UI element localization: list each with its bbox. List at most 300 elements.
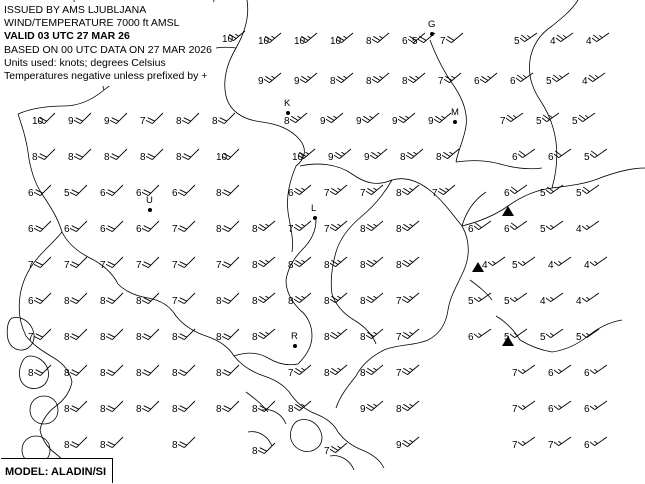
temperature-value: 8: [104, 152, 110, 163]
wind-barb: [590, 132, 624, 166]
wind-barb: [110, 96, 144, 130]
temperature-value: 6: [468, 224, 474, 235]
temperature-value: 7: [28, 260, 34, 271]
station-label: U: [146, 195, 153, 206]
temperature-value: 6: [100, 188, 106, 199]
wind-barb: [366, 348, 400, 382]
temperature-value: 8: [172, 404, 178, 415]
temperature-value: 6: [548, 368, 554, 379]
wind-barb: [370, 132, 404, 166]
temperature-value: 7: [28, 332, 34, 343]
wind-barb: [222, 384, 256, 418]
wind-barb: [178, 240, 212, 274]
wind-barb: [106, 384, 140, 418]
wind-barb: [222, 312, 256, 346]
wind-barb: [366, 240, 400, 274]
wind-barb: [578, 96, 612, 130]
wind-barb: [402, 348, 436, 382]
wind-barb: [362, 96, 396, 130]
wind-barb: [480, 56, 514, 90]
wind-barb: [70, 384, 104, 418]
temperature-value: 8: [172, 368, 178, 379]
temperature-value: 6: [584, 368, 590, 379]
temperature-value: 7: [172, 296, 178, 307]
temperature-value: 4: [576, 296, 582, 307]
temperature-value: 8: [396, 404, 402, 415]
temperature-value: 8: [136, 296, 142, 307]
wind-barb: [34, 348, 68, 382]
temperature-value: 5: [512, 260, 518, 271]
temperature-value: 8: [32, 152, 38, 163]
temperature-value: 8: [28, 368, 34, 379]
temperature-value: 8: [360, 224, 366, 235]
temperature-value: 8: [360, 332, 366, 343]
temperature-value: 7: [512, 440, 518, 451]
wind-barb: [142, 312, 176, 346]
temperature-value: 9: [104, 116, 110, 127]
wind-barb: [182, 132, 216, 166]
temperature-value: 8: [136, 404, 142, 415]
wind-barb: [74, 132, 108, 166]
temperature-value: 6: [402, 36, 408, 47]
wind-barb: [582, 168, 616, 202]
wind-barb: [300, 56, 334, 90]
temperature-value: 5: [504, 296, 510, 307]
temperature-value: 10: [222, 34, 234, 45]
temperature-value: 9: [320, 116, 326, 127]
wind-barb: [556, 16, 590, 50]
wind-barb: [106, 420, 140, 454]
temperature-value: 8: [436, 152, 442, 163]
temperature-value: 7: [140, 116, 146, 127]
wind-barb: [546, 168, 580, 202]
wind-barb: [518, 348, 552, 382]
wind-barb: [398, 96, 432, 130]
wind-barb: [330, 276, 364, 310]
temperature-value: 6: [172, 188, 178, 199]
wind-barb: [258, 384, 292, 418]
wind-barb: [474, 204, 508, 238]
wind-barb: [474, 312, 508, 346]
temperature-value: 8: [288, 404, 294, 415]
wind-barb: [582, 204, 616, 238]
temperature-value: 5: [584, 152, 590, 163]
temperature-value: 7: [324, 188, 330, 199]
temperature-value: 5: [572, 116, 578, 127]
wind-barb: [406, 132, 440, 166]
wind-barb: [520, 16, 554, 50]
temperature-value: 7: [396, 368, 402, 379]
wind-barb: [294, 168, 328, 202]
wind-barb: [142, 384, 176, 418]
wind-barb: [34, 240, 68, 274]
wind-barb: [178, 348, 212, 382]
temperature-value: 7: [500, 116, 506, 127]
wind-barb: [74, 96, 108, 130]
wind-barb: [146, 96, 180, 130]
wind-barb: [402, 240, 436, 274]
temperature-value: 4: [550, 36, 556, 47]
temperature-value: 8: [252, 404, 258, 415]
wind-barb: [178, 384, 212, 418]
temperature-value: 5: [540, 188, 546, 199]
temperature-value: 8: [100, 404, 106, 415]
temperature-value: 8: [366, 36, 372, 47]
wind-barb: [258, 276, 292, 310]
wind-barb: [178, 312, 212, 346]
temperature-value: 10: [292, 152, 304, 163]
temperature-value: 7: [288, 224, 294, 235]
temperature-value: 8: [140, 152, 146, 163]
wind-barb: [264, 56, 298, 90]
temperature-value: 4: [548, 260, 554, 271]
temperature-value: 8: [100, 296, 106, 307]
temperature-value: 9: [360, 404, 366, 415]
wind-barb: [330, 348, 364, 382]
wind-barb: [106, 312, 140, 346]
temperature-value: 8: [324, 296, 330, 307]
wind-barb: [366, 312, 400, 346]
wind-barb: [70, 312, 104, 346]
model-label-box: [1, 458, 113, 483]
wind-barb: [546, 276, 580, 310]
temperature-value: 9: [364, 152, 370, 163]
wind-barb: [106, 276, 140, 310]
temperature-value: 8: [360, 260, 366, 271]
wind-barb: [38, 132, 72, 166]
wind-barb: [222, 168, 256, 202]
wind-barb: [554, 240, 588, 274]
chart-header: [2, 2, 216, 86]
temperature-value: 5: [576, 188, 582, 199]
temperature-value: 9: [428, 116, 434, 127]
wind-barb: [510, 312, 544, 346]
wind-barb: [590, 240, 624, 274]
wind-barb: [106, 348, 140, 382]
wind-barb: [294, 276, 328, 310]
wind-barb: [474, 276, 508, 310]
wind-barb: [178, 204, 212, 238]
wind-barb: [330, 426, 364, 460]
wind-barb: [294, 348, 328, 382]
wind-barb: [590, 348, 624, 382]
wind-barb: [70, 420, 104, 454]
wind-barb: [554, 132, 588, 166]
wind-barb: [510, 168, 544, 202]
temperature-value: 5: [468, 296, 474, 307]
temperature-value: 7: [324, 446, 330, 457]
wind-barb: [402, 276, 436, 310]
temperature-value: 8: [400, 152, 406, 163]
wind-barb: [330, 240, 364, 274]
temperature-value: 10: [330, 36, 342, 47]
wind-barb: [588, 56, 622, 90]
temperature-value: 7: [216, 260, 222, 271]
temperature-value: 4: [584, 260, 590, 271]
temperature-value: 8: [136, 332, 142, 343]
temperature-value: 9: [328, 152, 334, 163]
wind-barb: [546, 312, 580, 346]
temperature-value: 6: [136, 224, 142, 235]
wind-barb: [554, 384, 588, 418]
temperature-value: 9: [392, 116, 398, 127]
temperature-value: 6: [584, 404, 590, 415]
temperature-value: 5: [514, 36, 520, 47]
temperature-value: 6: [28, 188, 34, 199]
station-dot: [148, 208, 152, 212]
station-dot: [313, 216, 317, 220]
station-label: K: [284, 98, 291, 109]
wind-barb: [142, 240, 176, 274]
wind-barb: [592, 16, 626, 50]
wind-barb: [34, 168, 68, 202]
wind-barb: [506, 96, 540, 130]
temperature-value: 8: [252, 224, 258, 235]
temperature-value: 8: [402, 76, 408, 87]
temperature-value: 8: [288, 260, 294, 271]
temperature-value: 10: [294, 36, 306, 47]
wind-barb: [330, 312, 364, 346]
wind-barb: [582, 276, 616, 310]
temperature-value: 8: [360, 296, 366, 307]
temperature-value: 8: [284, 116, 290, 127]
wind-barb: [590, 420, 624, 454]
temperature-value: 5: [576, 332, 582, 343]
header-basis: BASED ON 00 UTC DATA ON 27 MAR 2026: [4, 43, 212, 56]
temperature-value: 8: [252, 260, 258, 271]
header-product-text: WIND/TEMPERATURE 7000 ft AMSL: [4, 17, 180, 30]
temperature-value: 8: [366, 76, 372, 87]
wind-barb: [146, 132, 180, 166]
wind-barb: [366, 384, 400, 418]
temperature-value: 8: [252, 332, 258, 343]
temperature-value: 4: [576, 224, 582, 235]
temperature-value: 8: [324, 260, 330, 271]
temperature-value: 7: [396, 332, 402, 343]
temperature-value: 8: [252, 296, 258, 307]
temperature-value: 6: [468, 332, 474, 343]
temperature-value: 7: [512, 404, 518, 415]
wind-barb: [372, 16, 406, 50]
temperature-value: 8: [216, 404, 222, 415]
wind-barb: [518, 240, 552, 274]
temperature-value: 8: [212, 116, 218, 127]
temperature-value: 7: [100, 260, 106, 271]
wind-barb: [70, 240, 104, 274]
temperature-value: 7: [64, 260, 70, 271]
wind-barb: [178, 276, 212, 310]
temperature-value: 4: [482, 260, 488, 271]
wind-barb: [258, 240, 292, 274]
temperature-value: 7: [512, 368, 518, 379]
temperature-value: 5: [64, 188, 70, 199]
wind-barb: [106, 240, 140, 274]
temperature-value: 6: [64, 224, 70, 235]
wind-barb: [366, 276, 400, 310]
temperature-value: 10: [32, 116, 44, 127]
wind-barb: [258, 204, 292, 238]
wind-barb: [222, 204, 256, 238]
station-dot: [430, 32, 434, 36]
wind-barb: [590, 384, 624, 418]
temperature-value: 5: [504, 332, 510, 343]
wind-barb: [446, 16, 480, 50]
wind-barb: [34, 204, 68, 238]
temperature-value: 8: [396, 260, 402, 271]
temperature-value: 6: [512, 152, 518, 163]
temperature-value: 4: [586, 36, 592, 47]
temperature-value: 5: [412, 36, 418, 47]
wind-barb: [142, 348, 176, 382]
temperature-value: 7: [396, 296, 402, 307]
temperature-value: 6: [504, 188, 510, 199]
wind-barb: [70, 168, 104, 202]
temperature-value: 8: [330, 76, 336, 87]
temperature-value: 8: [172, 440, 178, 451]
wind-barb: [142, 276, 176, 310]
wind-barb: [334, 132, 368, 166]
wind-barb: [402, 384, 436, 418]
wind-barb: [330, 168, 364, 202]
temperature-value: 6: [548, 404, 554, 415]
wind-barb: [402, 312, 436, 346]
wind-barb: [372, 56, 406, 90]
temperature-value: 8: [324, 368, 330, 379]
temperature-value: 8: [64, 404, 70, 415]
wind-barb: [366, 204, 400, 238]
header-valid: VALID 03 UTC 27 MAR 26: [4, 30, 130, 43]
wind-barb: [336, 56, 370, 90]
temperature-value: 7: [288, 368, 294, 379]
temperature-value: 8: [216, 332, 222, 343]
wind-barb: [444, 56, 478, 90]
temperature-value: 8: [252, 446, 258, 457]
temperature-value: 7: [360, 188, 366, 199]
wind-barb: [518, 132, 552, 166]
wind-barb: [70, 276, 104, 310]
temperature-value: 6: [548, 152, 554, 163]
wind-barb: [510, 276, 544, 310]
temperature-value: 8: [176, 116, 182, 127]
wind-barb: [542, 96, 576, 130]
wind-barb: [178, 420, 212, 454]
wind-barb: [106, 168, 140, 202]
temperature-value: 7: [440, 36, 446, 47]
temperature-value: 7: [548, 440, 554, 451]
temperature-value: 5: [546, 76, 552, 87]
wind-barb: [34, 276, 68, 310]
temperature-value: 9: [294, 76, 300, 87]
wind-barb: [110, 132, 144, 166]
station-label: G: [428, 19, 436, 30]
temperature-value: 6: [100, 224, 106, 235]
wind-barb: [290, 96, 324, 130]
station-dot: [293, 344, 297, 348]
temperature-value: 8: [100, 368, 106, 379]
temperature-value: 6: [136, 188, 142, 199]
temperature-value: 8: [324, 332, 330, 343]
temperature-value: 6: [584, 440, 590, 451]
temperature-value: 8: [396, 224, 402, 235]
temperature-value: 6: [504, 224, 510, 235]
temperature-value: 9: [396, 440, 402, 451]
header-units: Units used: knots; degrees Celsius: [4, 56, 166, 69]
wind-barb: [294, 240, 328, 274]
wind-barb: [182, 96, 216, 130]
temperature-value: 8: [64, 368, 70, 379]
wind-barb: [222, 240, 256, 274]
wind-barb: [294, 384, 328, 418]
temperature-value: 7: [324, 224, 330, 235]
wind-barb: [106, 204, 140, 238]
temperature-value: 10: [258, 36, 270, 47]
wind-barb: [34, 312, 68, 346]
temperature-value: 6: [28, 224, 34, 235]
wind-barb: [552, 56, 586, 90]
wind-barb: [222, 348, 256, 382]
wind-barb: [402, 204, 436, 238]
wind-barb: [518, 420, 552, 454]
wind-barb: [70, 204, 104, 238]
station-dot: [286, 111, 290, 115]
temperature-value: 8: [176, 152, 182, 163]
temperature-value: 8: [288, 296, 294, 307]
wind-barb: [402, 420, 436, 454]
temperature-value: 9: [258, 76, 264, 87]
temperature-value: 8: [396, 188, 402, 199]
temperature-value: 8: [68, 152, 74, 163]
wind-barb: [546, 204, 580, 238]
temperature-value: 6: [510, 76, 516, 87]
temperature-value: 9: [68, 116, 74, 127]
station-dot: [453, 120, 457, 124]
wind-barb: [438, 168, 472, 202]
temperature-value: 4: [540, 296, 546, 307]
wind-barb: [518, 384, 552, 418]
temperature-value: 7: [172, 224, 178, 235]
wind-barb: [218, 96, 252, 130]
temperature-value: 8: [64, 440, 70, 451]
wind-barb: [366, 168, 400, 202]
station-label: L: [311, 203, 317, 214]
temperature-value: 5: [540, 224, 546, 235]
temperature-value: 10: [216, 152, 228, 163]
temperature-value: 8: [172, 332, 178, 343]
temperature-value: 4: [582, 76, 588, 87]
wind-barb: [402, 168, 436, 202]
temperature-value: 6: [28, 296, 34, 307]
temperature-value: 8: [64, 332, 70, 343]
header-issuer: ISSUED BY AMS LJUBLJANA: [4, 4, 147, 16]
wind-barb: [554, 420, 588, 454]
temperature-value: 5: [540, 332, 546, 343]
temperature-value: 7: [438, 76, 444, 87]
temperature-value: 8: [100, 332, 106, 343]
header-product: [4, 17, 212, 30]
header-temp-note: Temperatures negative unless prefixed by +: [4, 70, 208, 83]
temperature-value: 5: [536, 116, 542, 127]
station-label: R: [291, 331, 298, 342]
temperature-value: 6: [474, 76, 480, 87]
temperature-value: 8: [136, 368, 142, 379]
wind-barb: [330, 204, 364, 238]
temperature-value: 8: [360, 368, 366, 379]
wind-barb: [178, 168, 212, 202]
temperature-value: 8: [216, 368, 222, 379]
wind-barb: [326, 96, 360, 130]
temperature-value: 7: [172, 260, 178, 271]
wind-barb: [70, 348, 104, 382]
